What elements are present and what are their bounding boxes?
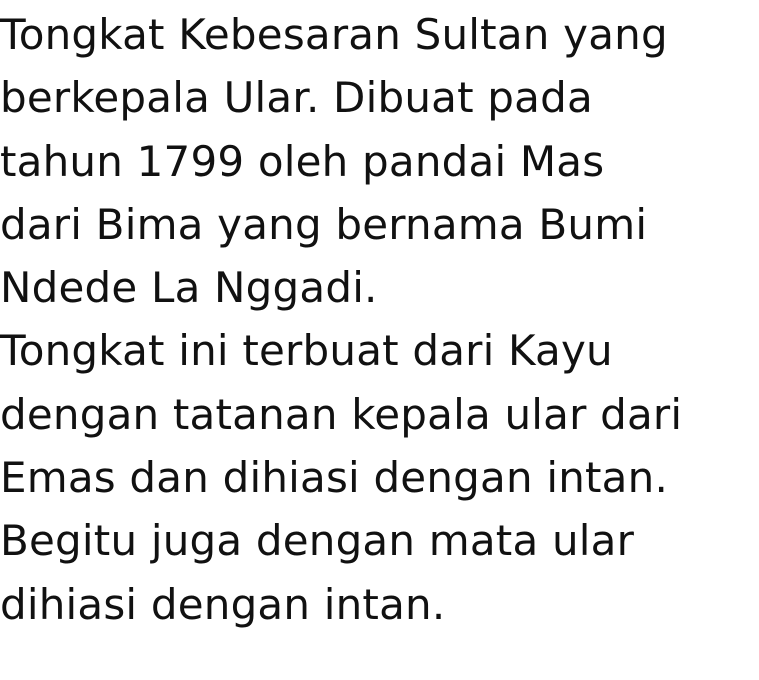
text-line: Tongkat Kebesaran Sultan yang bbox=[0, 10, 668, 59]
text-line: Emas dan dihiasi dengan intan. bbox=[0, 453, 668, 503]
text-line: dengan tatanan kepala ular dari bbox=[0, 389, 683, 439]
text-line: Begitu juga dengan mata ular bbox=[0, 516, 635, 566]
text-line: dari Bima yang bernama Bumi bbox=[0, 199, 648, 249]
text-line: tahun 1799 oleh pandai Mas bbox=[0, 136, 605, 186]
text-line: Ndede La Nggadi. bbox=[0, 263, 378, 313]
text-line: Tongkat ini terbuat dari Kayu bbox=[0, 326, 613, 376]
text-line: berkepala Ular. Dibuat pada bbox=[0, 73, 593, 123]
text-line: dihiasi dengan intan. bbox=[0, 579, 446, 629]
